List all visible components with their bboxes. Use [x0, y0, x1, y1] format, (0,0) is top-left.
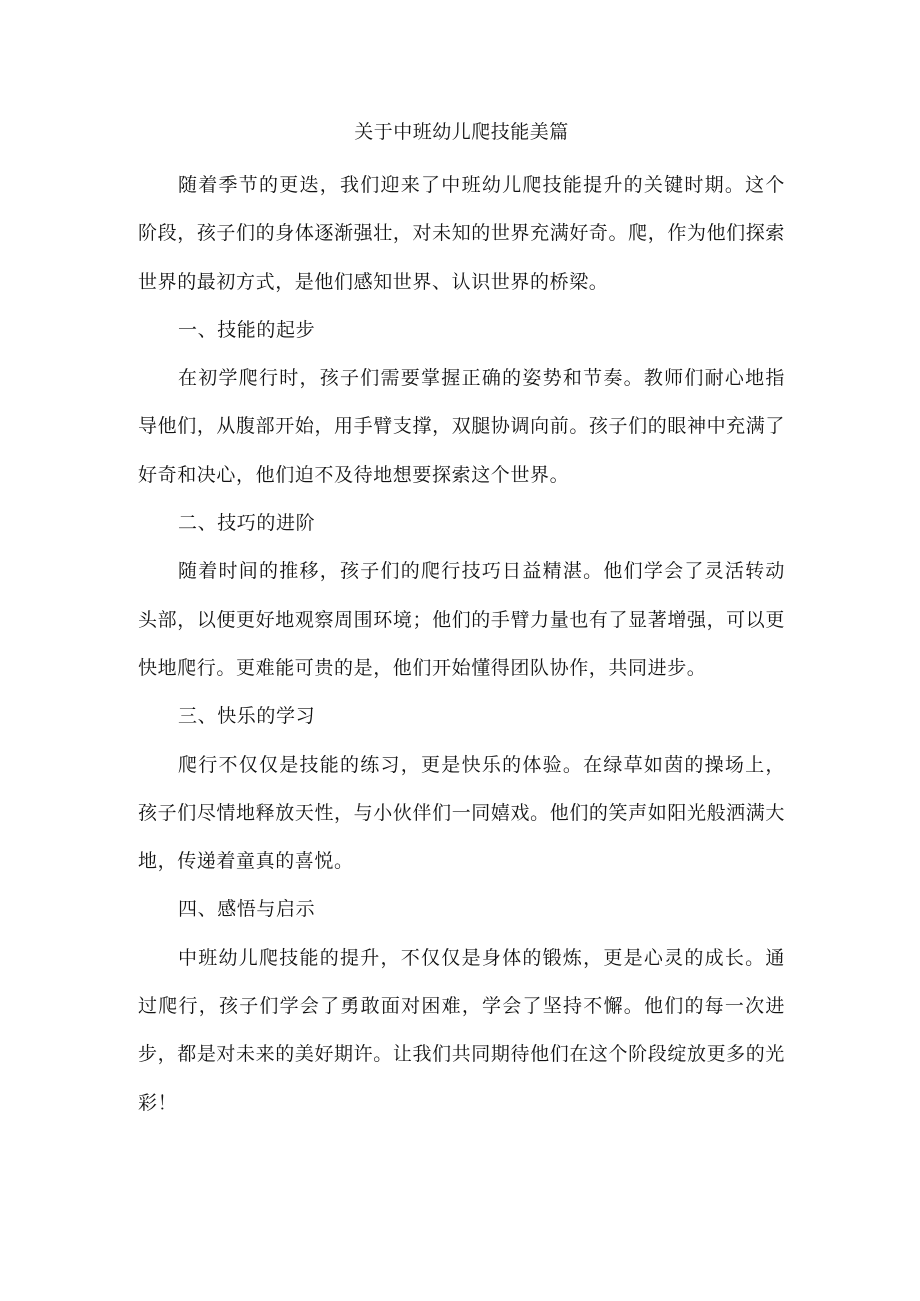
- document-title: 关于中班幼儿爬技能美篇: [354, 121, 569, 143]
- section-heading-2: 二、技巧的进阶: [178, 512, 316, 535]
- section-heading-4: 四、感悟与启示: [178, 898, 316, 921]
- section-heading-1: 一、技能的起步: [178, 318, 316, 341]
- document-body: [138, 112, 785, 1127]
- section-body-2: 随着时间的推移，孩子们的爬行技巧日益精湛。他们学会了灵活转动头部，以便更好地观察周围环境；他们的手臂力量也有了显著增强，可以更快地爬行。更难能可贵的是，他们开始懂得团队协作，共同进步。: [138, 560, 785, 679]
- section-body-1: 在初学爬行时，孩子们需要掌握正确的姿势和节奏。教师们耐心地指导他们，从腹部开始，用手臂支撑，双腿协调向前。孩子们的眼神中充满了好奇和决心，他们迫不及待地想要探索这个世界。: [138, 367, 785, 486]
- intro-paragraph: 随着季节的更迭，我们迎来了中班幼儿爬技能提升的关键时期。这个阶段，孩子们的身体逐渐强壮，对未知的世界充满好奇。爬，作为他们探索世界的最初方式，是他们感知世界、认识世界的桥梁。: [138, 174, 785, 293]
- section-heading-3: 三、快乐的学习: [178, 705, 316, 728]
- section-body-3: 爬行不仅仅是技能的练习，更是快乐的体验。在绿草如茵的操场上，孩子们尽情地释放天性，与小伙伴们一同嬉戏。他们的笑声如阳光般洒满大地，传递着童真的喜悦。: [138, 753, 785, 873]
- section-body-4: 中班幼儿爬技能的提升，不仅仅是身体的锻炼，更是心灵的成长。通过爬行，孩子们学会了勇敢面对困难，学会了坚持不懈。他们的每一次进步，都是对未来的美好期许。让我们共同期待他们在这个阶段绽放更多的光彩！: [138, 946, 785, 1114]
